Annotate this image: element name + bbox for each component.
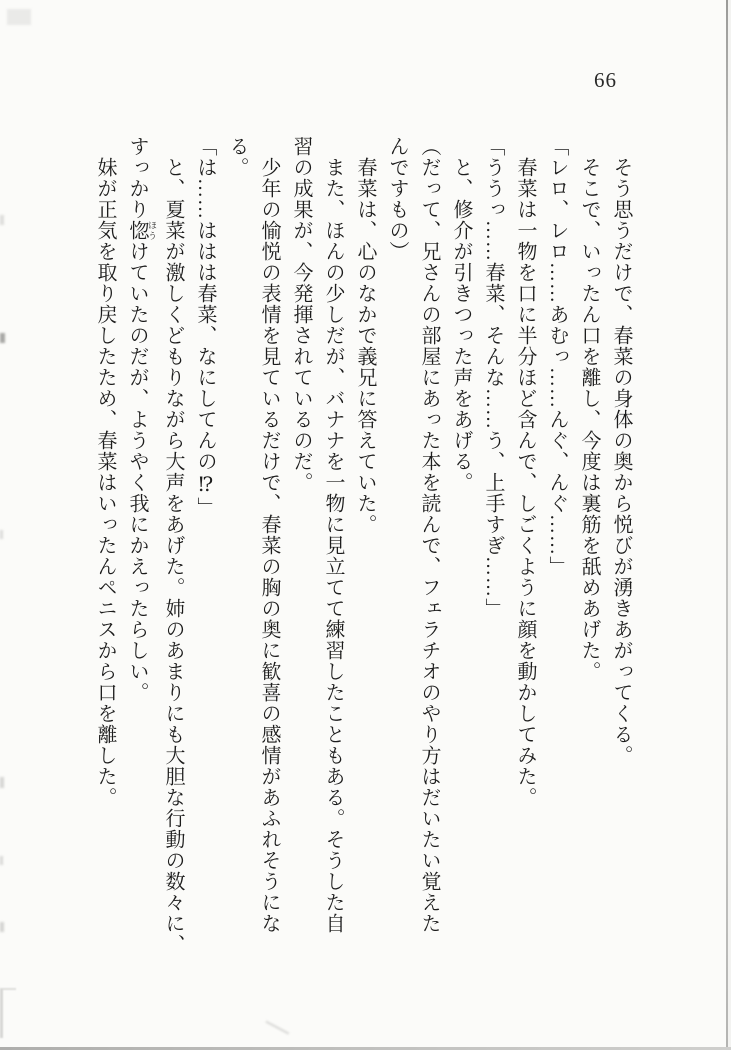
text-line: （だって、兄さんの部屋にあった本を読んで、フェラチオのやり方はだいたい覚えた: [418, 136, 440, 934]
text-line: すっかり惚 ほうけていたのだが、ようやく我にかえったらしい。: [126, 136, 157, 703]
text-line: 妹が正気を取り戻したため、春菜はいったんペニスから口を離した。: [94, 136, 116, 808]
text-line: 「レロ、レロ……あむっ……んぐ、んぐ……」: [546, 136, 568, 577]
text-line: る。: [226, 136, 248, 178]
page-edge-line: [726, 0, 728, 1050]
scan-artifact-left: [0, 333, 5, 343]
scan-artifact-left: [0, 856, 3, 865]
scan-artifact-wisp: [261, 1021, 290, 1044]
text-line: 春菜は、心のなかで義兄に答えていた。: [354, 136, 376, 535]
page-number: 66: [594, 68, 617, 92]
text-line: そこで、いったん口を離し、今度は裏筋を舐めあげた。: [578, 136, 600, 682]
text-line: 少年の愉悦の表情を見ているだけで、春菜の胸の奥に歓喜の感情があふれそうにな: [258, 136, 280, 934]
text-line: 習の成果が、今発揮されているのだ。: [290, 136, 312, 493]
text-line: また、ほんの少しだが、バナナを一物に見立てて練習したこともある。そうした自: [322, 136, 344, 934]
text-block: [89, 136, 637, 1016]
scan-artifact-left: [0, 215, 4, 225]
text-line: んですもの）: [386, 136, 408, 262]
text-line: 「は……ははは春菜、なにしてんの⁉」: [194, 136, 216, 518]
text-line: そう思うだけで、春菜の身体の奥から悦びが湧きあがってくる。: [610, 136, 632, 766]
text-line: 春菜は一物を口に半分ほど含んで、しごくように顔を動かしてみた。: [514, 136, 536, 808]
text-line: と、夏菜が激しくどもりながら大声をあげた。姉のあまりにも大胆な行動の数々に、: [162, 136, 184, 955]
text-line: と、修介が引きつった声をあげる。: [450, 136, 472, 493]
scan-artifact-left: [0, 922, 4, 932]
scan-artifact-corner: [0, 988, 16, 1038]
text-line: 「ううっ……春菜、そんな……う、上手すぎ……」: [482, 136, 504, 619]
scan-artifact-left: [0, 777, 4, 788]
scan-artifact-topleft: [7, 9, 31, 25]
scan-artifact-left: [0, 530, 3, 539]
